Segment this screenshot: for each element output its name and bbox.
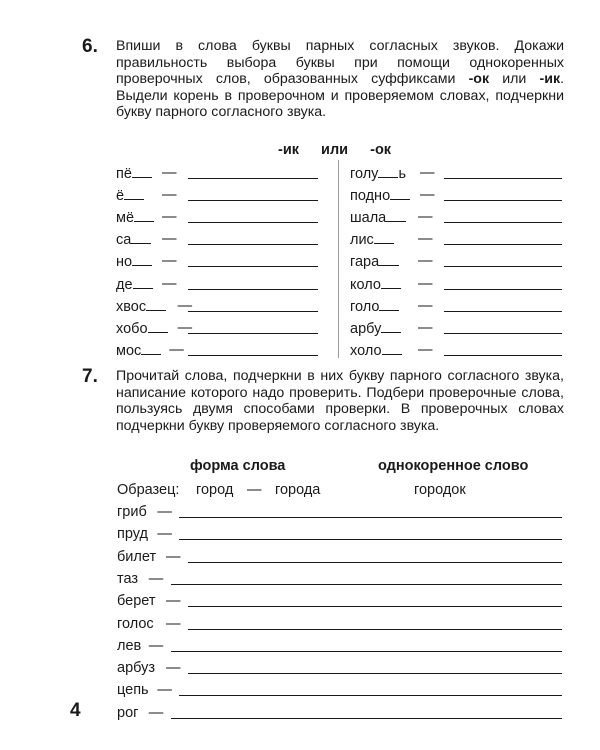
answer-line[interactable] bbox=[188, 673, 562, 674]
stem-text: коло bbox=[350, 276, 381, 293]
stem-text: ё bbox=[116, 188, 125, 205]
dash: — bbox=[162, 165, 177, 181]
sample-label: Образец: bbox=[117, 482, 180, 498]
task-7-word: пруд bbox=[117, 526, 148, 543]
answer-line[interactable] bbox=[188, 629, 562, 630]
dash: — bbox=[162, 275, 177, 292]
page-number: 4 bbox=[70, 700, 81, 721]
word-stem bbox=[350, 163, 406, 184]
task-7-row bbox=[117, 547, 562, 567]
answer-line[interactable] bbox=[188, 355, 318, 356]
stem-text: подно bbox=[350, 188, 391, 205]
dash: — bbox=[418, 275, 433, 292]
task-6-text-2: . Выдели корень в проверочном и проверяемом словах, подчеркни букву парного согласного звука. bbox=[116, 71, 565, 121]
dash: — bbox=[162, 209, 177, 226]
task-7-word: таз bbox=[117, 570, 139, 587]
task-7-word: гриб bbox=[117, 504, 147, 520]
letter-blank[interactable] bbox=[132, 163, 152, 178]
answer-line[interactable] bbox=[188, 266, 318, 267]
task-7-instructions: Прочитай слова, подчеркни в них букву парного согласного звука, написание которого надо проверить. Подбери проверочные слова, пользуясь двумя способами проверки. В проверочных словах подчеркни букву проверяемого согласного звука. bbox=[116, 368, 564, 434]
letter-blank[interactable] bbox=[134, 207, 154, 222]
answer-line[interactable] bbox=[444, 266, 562, 267]
stem-text: мё bbox=[116, 210, 135, 227]
answer-line[interactable] bbox=[444, 244, 562, 245]
word-stem bbox=[116, 229, 151, 250]
word-stem bbox=[350, 207, 406, 228]
task-6-or: или bbox=[502, 71, 527, 88]
dash: — bbox=[157, 504, 172, 520]
letter-blank[interactable] bbox=[381, 274, 401, 289]
word-row bbox=[350, 318, 562, 338]
answer-line[interactable] bbox=[171, 651, 562, 652]
dash: — bbox=[148, 570, 164, 587]
answer-line[interactable] bbox=[188, 200, 318, 201]
sample-root: городок bbox=[414, 482, 466, 498]
stem-text: но bbox=[116, 254, 133, 271]
answer-line[interactable] bbox=[444, 200, 562, 201]
word-stem bbox=[116, 340, 161, 361]
letter-blank[interactable] bbox=[378, 163, 398, 178]
word-row bbox=[116, 207, 318, 227]
word-ending: ь bbox=[398, 166, 406, 182]
word-stem bbox=[350, 296, 399, 317]
header-root-word: однокоренное слово bbox=[378, 458, 529, 474]
word-stem bbox=[116, 251, 152, 272]
word-row bbox=[350, 251, 562, 271]
task-6-number: 6. bbox=[82, 36, 98, 57]
task-7-row bbox=[117, 614, 562, 634]
stem-text: шала bbox=[350, 210, 387, 227]
word-stem bbox=[350, 318, 401, 339]
answer-line[interactable] bbox=[171, 584, 562, 585]
header-or: или bbox=[321, 142, 349, 158]
dash: — bbox=[166, 615, 181, 632]
dash: — bbox=[177, 319, 193, 336]
word-row bbox=[116, 163, 318, 183]
task-6-column-header bbox=[278, 142, 391, 158]
word-row bbox=[116, 185, 318, 205]
sample-row bbox=[117, 480, 557, 500]
word-row bbox=[350, 229, 562, 249]
word-row bbox=[350, 296, 562, 316]
header-ok: -ок bbox=[370, 142, 392, 158]
dash: — bbox=[418, 297, 433, 314]
task-7-word: берет bbox=[117, 593, 156, 610]
word-row bbox=[350, 163, 562, 183]
answer-line[interactable] bbox=[171, 718, 562, 719]
letter-blank[interactable] bbox=[382, 340, 402, 355]
word-row bbox=[350, 274, 562, 294]
dash: — bbox=[162, 231, 177, 248]
letter-blank[interactable] bbox=[148, 318, 168, 333]
dash: — bbox=[162, 253, 177, 270]
sample-dash: — bbox=[247, 482, 262, 498]
answer-line[interactable] bbox=[188, 222, 318, 223]
word-row bbox=[350, 185, 562, 205]
answer-line[interactable] bbox=[188, 606, 562, 607]
dash: — bbox=[148, 704, 164, 721]
word-row bbox=[116, 274, 318, 294]
word-stem bbox=[116, 163, 152, 184]
task-7-word: рог bbox=[117, 704, 139, 721]
task-7-number: 7. bbox=[82, 366, 98, 387]
letter-blank[interactable] bbox=[390, 185, 410, 200]
task-6-suffix-ok: -ок bbox=[468, 71, 490, 88]
answer-line[interactable] bbox=[179, 517, 562, 518]
answer-line[interactable] bbox=[444, 289, 562, 290]
answer-line[interactable] bbox=[444, 333, 562, 334]
stem-text: пё bbox=[116, 166, 132, 182]
word-row bbox=[116, 318, 318, 338]
letter-blank[interactable] bbox=[386, 207, 406, 222]
dash: — bbox=[162, 187, 177, 204]
dash: — bbox=[418, 209, 433, 226]
dash: — bbox=[157, 682, 172, 699]
dash: — bbox=[157, 526, 172, 543]
letter-blank[interactable] bbox=[379, 251, 399, 266]
letter-blank[interactable] bbox=[131, 229, 151, 244]
answer-line[interactable] bbox=[444, 222, 562, 223]
answer-line[interactable] bbox=[444, 355, 562, 356]
task-7-word: билет bbox=[117, 548, 157, 565]
word-stem bbox=[350, 185, 410, 206]
stem-text: де bbox=[116, 276, 133, 293]
answer-line[interactable] bbox=[179, 695, 562, 696]
task-7-row bbox=[117, 658, 562, 678]
answer-line[interactable] bbox=[188, 178, 318, 179]
task-7-row bbox=[117, 524, 562, 544]
task-7-word: лев bbox=[117, 637, 142, 654]
word-stem bbox=[116, 207, 154, 228]
dash: — bbox=[418, 341, 433, 358]
dash: — bbox=[418, 319, 433, 336]
stem-text: голо bbox=[350, 298, 380, 315]
dash: — bbox=[166, 593, 181, 610]
letter-blank[interactable] bbox=[132, 251, 152, 266]
task-7-row bbox=[117, 636, 562, 656]
stem-text: гара bbox=[350, 254, 380, 271]
answer-line[interactable] bbox=[179, 539, 562, 540]
answer-line[interactable] bbox=[188, 311, 318, 312]
stem-text: голу bbox=[350, 166, 379, 182]
answer-line[interactable] bbox=[188, 562, 562, 563]
word-stem bbox=[350, 274, 401, 295]
task-7-word: арбуз bbox=[117, 660, 156, 677]
letter-blank[interactable] bbox=[141, 340, 161, 355]
word-row bbox=[350, 340, 562, 360]
word-stem bbox=[350, 251, 399, 272]
dash: — bbox=[166, 660, 181, 677]
task-7-word: цепь bbox=[117, 682, 149, 699]
dash: — bbox=[177, 297, 193, 314]
dash: — bbox=[166, 548, 181, 565]
word-row bbox=[116, 296, 318, 316]
column-divider bbox=[338, 160, 339, 358]
dash: — bbox=[418, 253, 433, 270]
dash: — bbox=[148, 637, 164, 654]
task-7-word: голос bbox=[117, 615, 154, 632]
word-row bbox=[116, 251, 318, 271]
word-row bbox=[350, 207, 562, 227]
letter-blank[interactable] bbox=[381, 318, 401, 333]
letter-blank[interactable] bbox=[133, 274, 153, 289]
stem-text: лис bbox=[350, 232, 374, 249]
word-row bbox=[116, 229, 318, 249]
stem-text: арбу bbox=[350, 320, 382, 337]
letter-blank[interactable] bbox=[374, 229, 394, 244]
stem-text: хвос bbox=[116, 298, 147, 315]
task-6-text-1: Впиши в слова буквы парных согласных звуков. Докажи правильность выбора буквы при помощи однокоренных проверочных слов, образованных суффиксами bbox=[116, 38, 564, 88]
letter-blank[interactable] bbox=[379, 296, 399, 311]
dash: — bbox=[420, 187, 435, 204]
letter-blank[interactable] bbox=[124, 185, 144, 200]
letter-blank[interactable] bbox=[146, 296, 166, 311]
header-word-form: форма слова bbox=[190, 458, 286, 474]
dash: — bbox=[169, 341, 184, 358]
task-6-suffix-ik: -ик bbox=[539, 71, 561, 88]
task-7-row bbox=[117, 502, 562, 522]
task-7-row bbox=[117, 680, 562, 700]
answer-line[interactable] bbox=[188, 289, 318, 290]
task-6-instructions bbox=[116, 38, 564, 121]
stem-text: холо bbox=[350, 342, 382, 359]
answer-line[interactable] bbox=[444, 178, 562, 179]
stem-text: са bbox=[116, 232, 132, 249]
answer-line[interactable] bbox=[444, 311, 562, 312]
header-ik: -ик bbox=[278, 142, 299, 158]
word-stem bbox=[116, 274, 153, 295]
stem-text: мос bbox=[116, 342, 142, 359]
stem-text: хобо bbox=[116, 320, 148, 337]
word-row bbox=[116, 340, 318, 360]
dash: — bbox=[418, 231, 433, 248]
task-7-row bbox=[117, 591, 562, 611]
word-stem bbox=[116, 296, 166, 317]
word-stem bbox=[350, 340, 402, 361]
word-stem bbox=[116, 318, 168, 339]
answer-line[interactable] bbox=[188, 333, 318, 334]
sample-word: город bbox=[196, 482, 234, 498]
answer-line[interactable] bbox=[188, 244, 318, 245]
dash: — bbox=[420, 165, 435, 181]
task-7-row bbox=[117, 703, 562, 723]
task-7-row bbox=[117, 569, 562, 589]
sample-form: города bbox=[275, 482, 321, 498]
word-stem bbox=[350, 229, 394, 250]
word-stem bbox=[116, 185, 144, 206]
